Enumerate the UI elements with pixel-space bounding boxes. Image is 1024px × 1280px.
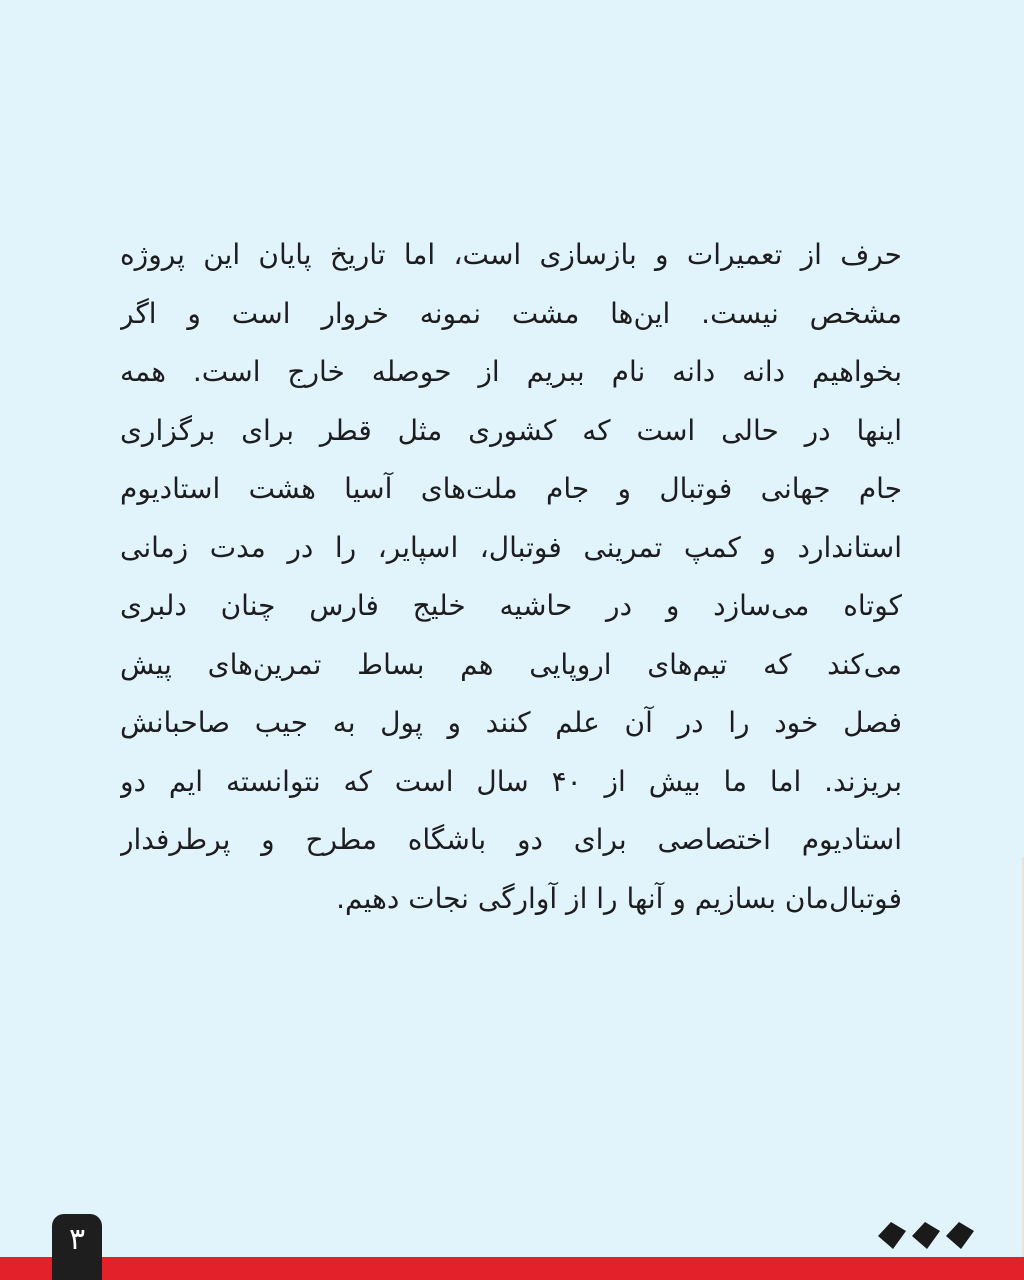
article-line: استادیوم اختصاصی برای دو باشگاه مطرح و پرطرفدار (120, 823, 902, 856)
article-body (120, 226, 902, 928)
footer-bar (0, 1257, 1024, 1280)
three-diamonds-icon (876, 1219, 976, 1253)
article-line: می‌کند که تیم‌های اروپایی هم بساط تمرین‌های پیش (120, 647, 902, 681)
logo-diamond (878, 1222, 906, 1249)
article-line: حرف از تعمیرات و بازسازی است، اما تاریخ پایان این پروژه (120, 238, 902, 271)
page-number-tab (52, 1214, 102, 1280)
article-line: بخواهیم دانه دانه نام ببریم از حوصله خارج است. همه (120, 355, 902, 388)
article-line: جام جهانی فوتبال و جام ملت‌های آسیا هشت استادیوم (120, 472, 902, 505)
logo-diamond (946, 1222, 974, 1249)
article-line: فوتبال‌مان بسازیم و آنها را از آوارگی نجات دهیم. (336, 881, 902, 915)
page-number: ۳ (68, 1222, 86, 1257)
article-line: کوتاه می‌سازد و در حاشیه خلیج فارس چنان دلبری (120, 589, 902, 622)
article-line: اینها در حالی است که کشوری مثل قطر برای برگزاری (120, 413, 902, 447)
article-line: مشخص نیست. این‌ها مشت نمونه خروار است و اگر (120, 296, 902, 330)
article-line: استاندارد و کمپ تمرینی فوتبال، اسپایر، را در مدت زمانی (120, 530, 902, 564)
article-line: بریزند. اما ما بیش از ۴۰ سال است که نتوانسته ایم دو (120, 764, 902, 798)
article-line: فصل خود را در آن علم کنند و پول به جیب صاحبانش (120, 706, 902, 739)
logo-diamond (912, 1222, 940, 1249)
